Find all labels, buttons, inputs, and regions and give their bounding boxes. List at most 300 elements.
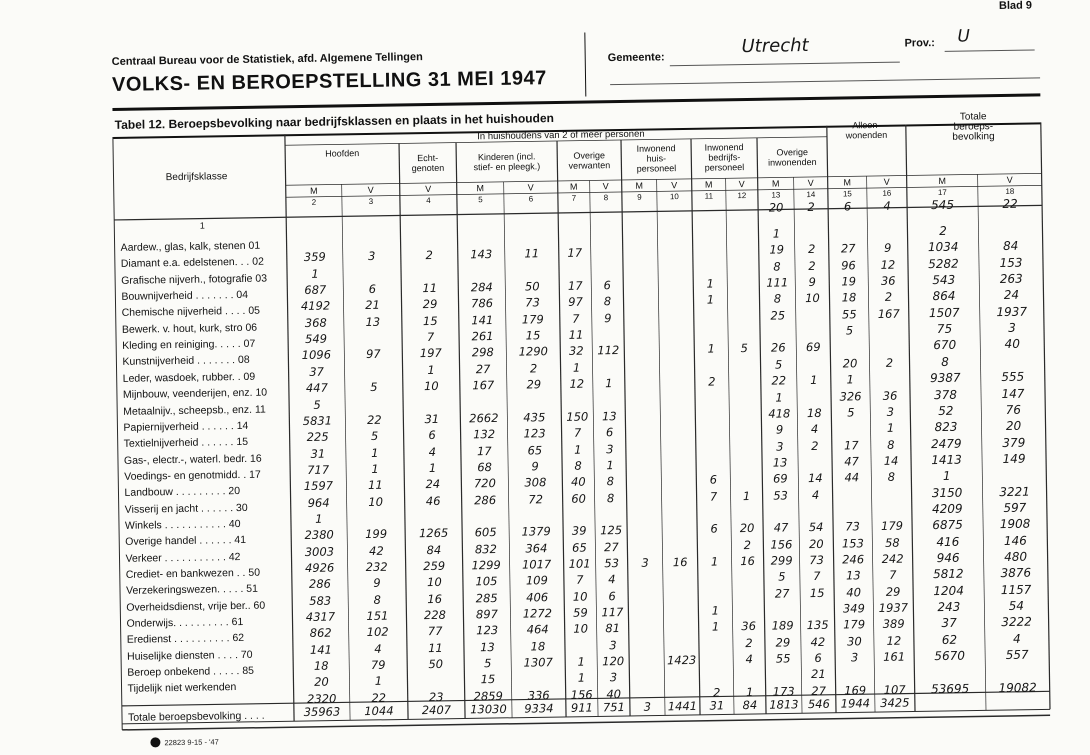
col-number: 15 (842, 189, 852, 199)
data-cell: 197 (419, 346, 442, 361)
data-cell: 464 (526, 622, 549, 637)
data-cell: 53 (773, 487, 789, 503)
data-cell: 1299 (471, 557, 501, 573)
data-cell: 20 (314, 675, 329, 690)
data-cell: 285 (475, 590, 498, 606)
data-cell: 1204 (933, 583, 964, 598)
data-cell: 65 (571, 540, 587, 555)
row-label: Leder, wasdoek, rubber. . 09 (122, 370, 256, 385)
data-cell: 37 (309, 364, 325, 379)
total-cell: 2407 (421, 702, 452, 718)
data-cell: 29 (885, 584, 901, 599)
data-cell: 22 (366, 412, 382, 427)
data-cell: 1908 (999, 516, 1031, 532)
gemeente-value: Utrecht (741, 35, 809, 58)
data-cell: 4317 (305, 609, 336, 625)
row-label: Bewerk. v. hout, kurk, stro 06 (121, 321, 258, 336)
data-cell: 2859 (473, 688, 503, 704)
data-cell: 832 (474, 541, 497, 556)
bureau-line: Centraal Bureau voor de Statistiek, afd. Algemene Tellingen (111, 51, 423, 68)
data-cell: 84 (426, 542, 442, 557)
data-cell: 1 (846, 372, 855, 387)
data-cell: 6 (605, 425, 614, 440)
data-cell: 4 (810, 422, 819, 437)
data-cell: 15 (480, 672, 496, 687)
data-cell: 232 (365, 559, 388, 575)
total-cell: 13030 (470, 701, 507, 717)
data-cell: 2 (529, 361, 538, 376)
data-cell: 717 (307, 462, 330, 477)
row-label: Overige handel . . . . . . 41 (125, 534, 247, 549)
data-cell: 284 (470, 280, 493, 295)
col-group-header: Overige inwonenden (768, 147, 817, 168)
data-cell: 156 (770, 536, 793, 552)
data-cell: 1 (577, 654, 585, 669)
total-cell: 84 (742, 697, 758, 713)
data-cell: 55 (775, 651, 791, 666)
row-label: Verkeer . . . . . . . . . . . 42 (125, 550, 241, 565)
col-group-header: Totale beroeps- bevolking (952, 111, 995, 143)
data-cell: 17 (843, 437, 859, 453)
data-cell: 46 (425, 493, 441, 508)
data-cell: 73 (525, 295, 540, 310)
data-cell: 2662 (469, 410, 499, 426)
data-cell: 8 (373, 592, 381, 607)
data-cell: 26 (770, 340, 786, 356)
data-cell: 5 (370, 429, 379, 444)
data-cell: 308 (524, 475, 547, 490)
data-cell: 3 (850, 650, 859, 665)
printer-logo-icon (150, 737, 160, 747)
data-cell: 8 (887, 437, 895, 452)
data-cell: 8 (941, 354, 949, 369)
data-cell: 3 (606, 441, 614, 456)
census-title: VOLKS- EN BEROEPSTELLING 31 MEI 1947 (111, 67, 547, 96)
data-cell: 1 (572, 360, 581, 375)
data-cell: 16 (672, 554, 688, 570)
data-cell: 1 (706, 276, 715, 291)
data-cell: 29 (526, 377, 542, 392)
data-cell: 52 (938, 403, 954, 418)
data-cell: 3 (886, 404, 895, 419)
data-cell: 4926 (304, 560, 335, 575)
data-cell: 720 (473, 476, 496, 491)
data-cell: 5670 (934, 648, 966, 664)
data-cell: 59 (572, 605, 588, 620)
data-cell: 11 (428, 640, 443, 655)
data-cell: 36 (880, 273, 896, 288)
data-cell: 242 (881, 551, 904, 566)
data-cell: 189 (771, 618, 794, 634)
data-cell: 7 (576, 572, 584, 588)
col-number: 16 (882, 188, 892, 198)
data-cell: 1 (775, 389, 783, 405)
data-cell: 862 (309, 625, 332, 641)
data-cell: 1 (711, 619, 720, 635)
data-cell: 4 (811, 487, 820, 502)
data-cell: 1 (371, 461, 379, 476)
data-cell: 50 (524, 279, 540, 294)
footer (150, 736, 219, 747)
data-cell: 10 (426, 575, 442, 590)
data-cell: 9 (883, 241, 892, 256)
data-cell: 543 (932, 272, 956, 288)
col-number: 2 (311, 197, 317, 207)
data-cell: 55 (841, 307, 857, 322)
data-cell: 123 (523, 426, 546, 441)
data-cell: 11 (422, 280, 438, 296)
data-cell: 946 (936, 550, 960, 566)
data-cell: 10 (368, 494, 384, 509)
data-cell: 40 (570, 474, 586, 490)
data-cell: 1 (574, 442, 582, 457)
data-cell: 6 (814, 650, 822, 666)
data-cell: 2 (708, 374, 716, 389)
data-cell: 101 (568, 556, 591, 571)
prov-value: U (957, 26, 971, 47)
data-cell: 146 (1003, 533, 1027, 548)
data-cell: 2 (807, 199, 815, 215)
data-cell: 13 (772, 455, 788, 470)
data-cell: 19082 (998, 680, 1037, 695)
col-number: 11 (704, 191, 714, 201)
data-cell: 8 (773, 259, 781, 274)
data-cell: 24 (425, 477, 441, 492)
data-cell: 364 (525, 540, 548, 556)
data-cell: 9 (373, 576, 381, 591)
row-label: Chemische nijverheid . . . . 05 (121, 305, 261, 320)
data-cell: 5 (774, 357, 783, 372)
data-cell: 112 (597, 343, 620, 358)
data-cell: 1 (315, 511, 323, 526)
data-cell: 1423 (666, 652, 697, 668)
data-cell: 7 (709, 489, 718, 504)
data-cell: 30 (846, 634, 862, 649)
data-cell: 173 (772, 684, 795, 699)
data-cell: 25 (770, 308, 786, 323)
data-cell: 16 (427, 591, 443, 606)
data-cell: 964 (307, 495, 330, 510)
data-cell: 3221 (999, 484, 1030, 499)
data-cell: 6 (368, 281, 377, 297)
data-cell: 16 (740, 553, 756, 569)
data-cell: 6 (709, 472, 718, 487)
data-cell: 12 (880, 257, 896, 272)
data-cell: 2479 (930, 436, 962, 451)
data-cell: 2 (425, 248, 434, 263)
data-cell: 21 (365, 298, 380, 313)
data-cell: 1157 (1000, 582, 1032, 597)
sex-header: V (527, 182, 534, 193)
sex-header: V (602, 181, 609, 192)
data-cell: 18 (530, 638, 546, 654)
data-cell: 179 (881, 518, 904, 534)
data-cell: 107 (883, 682, 906, 697)
row-label: Voedings- en genotmidd. . 17 (124, 468, 261, 483)
total-cell: 31 (709, 698, 725, 713)
data-cell: 4 (608, 572, 616, 587)
row-label: Aardew., glas, kalk, stenen 01 (120, 239, 261, 254)
data-cell: 1 (371, 445, 379, 460)
row-label: Eredienst . . . . . . . . . . 62 (126, 632, 245, 647)
data-cell: 786 (470, 296, 494, 311)
data-cell: 1379 (521, 524, 551, 539)
row-header-num: 1 (199, 220, 205, 231)
data-cell: 5 (847, 405, 855, 420)
data-cell: 23 (428, 689, 444, 704)
row-label: Overheidsdienst, vrije ber.. 60 (126, 599, 266, 614)
data-cell: 1272 (522, 606, 553, 621)
data-cell: 555 (1001, 369, 1025, 385)
data-cell: 20 (768, 200, 784, 215)
data-cell: 75 (936, 321, 953, 337)
row-label: Huiselijke diensten . . . . 70 (126, 648, 253, 663)
data-cell: 15 (525, 328, 541, 343)
data-cell: 105 (475, 574, 498, 589)
data-cell: 13 (365, 314, 381, 329)
data-cell: 298 (471, 345, 494, 360)
data-cell: 11 (568, 327, 584, 342)
data-cell: 549 (304, 331, 328, 347)
data-cell: 77 (427, 624, 443, 639)
data-cell: 4 (745, 652, 753, 667)
sex-header: V (1006, 174, 1013, 185)
data-cell: 1 (742, 488, 751, 503)
row-label: Winkels . . . . . . . . . . . 40 (124, 517, 241, 532)
column-line (691, 139, 700, 715)
row-label: Visserij en jacht . . . . . . 30 (124, 501, 248, 516)
data-cell: 199 (365, 527, 388, 542)
data-cell: 2 (939, 223, 947, 238)
data-cell: 687 (304, 282, 327, 298)
data-cell: 378 (933, 387, 958, 402)
blad-label: Blad 9 (998, 0, 1033, 13)
data-cell: 7 (573, 425, 582, 440)
data-cell: 3222 (1001, 614, 1033, 630)
data-cell: 5831 (302, 413, 333, 428)
data-cell: 389 (882, 616, 905, 632)
col-number: 9 (637, 192, 642, 202)
data-cell: 1 (374, 674, 383, 689)
col-number: 17 (937, 187, 947, 198)
data-cell: 4 (1012, 631, 1021, 646)
data-cell: 7 (813, 569, 821, 584)
data-cell: 47 (773, 520, 789, 535)
data-cell: 225 (306, 429, 329, 445)
data-cell: 123 (476, 623, 499, 638)
data-cell: 9 (531, 459, 539, 474)
data-cell: 1290 (518, 344, 549, 360)
data-cell: 68 (477, 459, 493, 475)
left-border (113, 137, 122, 730)
data-cell: 17 (567, 278, 583, 293)
data-cell: 2320 (306, 691, 337, 706)
data-cell: 69 (772, 471, 788, 486)
table-title: Tabel 12. Beroepsbevolking naar bedrijfsklassen en plaats in het huishouden (114, 111, 554, 132)
data-cell: 10 (805, 291, 820, 306)
data-cell: 73 (809, 552, 825, 568)
data-cell: 161 (883, 649, 906, 665)
gemeente-label: Gemeente: (607, 51, 665, 65)
total-cell: 911 (570, 700, 593, 715)
data-cell: 3 (1008, 320, 1016, 336)
row-label: Tijdelijk niet werkenden (127, 681, 237, 696)
data-cell: 120 (602, 654, 625, 669)
sex-header: V (883, 176, 890, 187)
data-cell: 11 (524, 246, 540, 261)
data-cell: 2 (885, 355, 894, 370)
data-cell: 1 (311, 266, 319, 281)
sex-header: M (476, 183, 485, 194)
col-number: 8 (603, 193, 609, 203)
data-cell: 3 (641, 555, 649, 570)
data-cell: 864 (932, 289, 956, 304)
data-cell: 2 (712, 685, 721, 700)
data-cell: 1597 (303, 478, 334, 494)
data-cell: 418 (768, 406, 791, 421)
row-label: Bouwnijverheid . . . . . . . 04 (121, 288, 249, 303)
data-cell: 22 (771, 373, 787, 388)
data-cell: 480 (1004, 549, 1028, 565)
data-cell: 179 (843, 617, 866, 632)
data-cell: 4209 (931, 501, 963, 517)
data-cell: 32 (568, 344, 584, 359)
data-cell: 6 (603, 278, 612, 293)
data-cell: 72 (528, 491, 544, 507)
data-cell: 8 (606, 490, 615, 505)
data-cell: 8 (887, 469, 896, 485)
data-cell: 1507 (928, 305, 960, 320)
data-cell: 14 (883, 453, 899, 468)
row-label: Crediet- en bankwezen . . 50 (125, 566, 261, 581)
data-cell: 44 (844, 470, 860, 485)
sex-header: V (671, 180, 678, 191)
data-cell: 583 (309, 593, 332, 608)
data-cell: 2 (808, 258, 816, 273)
data-cell: 299 (770, 553, 793, 568)
data-cell: 24 (1003, 288, 1020, 303)
data-cell: 9 (808, 274, 817, 290)
row-label: Beroep onbekend . . . . . 85 (127, 664, 255, 679)
data-cell: 5 (313, 397, 321, 412)
data-cell: 97 (365, 347, 381, 362)
data-cell: 6 (710, 521, 718, 536)
data-cell: 53 (604, 556, 620, 571)
data-cell: 132 (473, 427, 496, 442)
data-cell: 286 (474, 492, 497, 507)
total-cell: 1441 (667, 698, 698, 714)
data-cell: 1 (427, 362, 435, 377)
row-label: Onderwijs. . . . . . . . . . 61 (126, 616, 244, 630)
data-cell: 261 (471, 329, 494, 344)
data-cell: 47 (844, 454, 860, 469)
data-cell: 40 (606, 686, 622, 702)
sex-header: M (635, 180, 644, 191)
data-cell: 13 (480, 639, 495, 655)
data-cell: 97 (568, 294, 583, 310)
col-number: 10 (669, 192, 679, 202)
data-cell: 117 (601, 605, 624, 620)
data-cell: 8 (603, 294, 612, 309)
data-cell: 27 (840, 241, 856, 256)
col-number: 14 (806, 189, 816, 200)
col-group-header: Overige verwanten (568, 150, 611, 171)
data-cell: 11 (367, 478, 383, 493)
data-cell: 1265 (418, 526, 449, 541)
data-cell: 58 (884, 535, 900, 550)
data-cell: 1 (886, 420, 895, 436)
data-cell: 153 (841, 535, 864, 551)
data-cell: 13 (845, 568, 861, 583)
data-cell: 22 (371, 690, 387, 705)
data-cell: 4 (883, 198, 891, 213)
data-cell: 545 (931, 197, 955, 213)
row-label: Mijnbouw, veenderijen, enz. 10 (122, 386, 268, 401)
sex-header: M (843, 177, 852, 188)
data-cell: 1 (810, 373, 818, 388)
total-cell: 3 (643, 699, 652, 714)
row-label: Verzekeringswezen. . . . . 51 (125, 583, 259, 598)
data-cell: 65 (527, 442, 543, 458)
data-cell: 2380 (304, 527, 334, 543)
data-cell: 3150 (931, 485, 963, 500)
data-cell: 6 (608, 588, 616, 603)
data-cell: 349 (842, 601, 865, 616)
data-cell: 228 (423, 607, 447, 623)
column-line (657, 179, 665, 715)
data-cell: 10 (423, 379, 439, 394)
data-cell: 19 (841, 274, 857, 289)
data-cell: 1 (605, 376, 613, 391)
row-label: Kleding en reiniging. . . . . 07 (122, 337, 256, 352)
data-cell: 5 (778, 569, 786, 584)
row-label: Grafische nijverh., fotografie 03 (121, 272, 268, 287)
total-label: Totale beroepsbevolking . . . . (127, 709, 265, 724)
col-number: 13 (771, 190, 781, 200)
data-cell: 605 (474, 525, 497, 540)
col-group-header: Inwonend bedrijfs- personeel (704, 142, 745, 173)
data-cell: 670 (933, 338, 957, 353)
data-cell: 8 (606, 474, 615, 489)
data-cell: 6 (843, 199, 852, 214)
data-cell: 447 (305, 380, 328, 396)
data-cell: 20 (739, 521, 755, 536)
sex-header: V (738, 179, 745, 190)
data-cell: 2 (807, 242, 816, 257)
data-cell: 12 (886, 633, 902, 648)
data-cell: 259 (423, 558, 446, 574)
data-cell: 3 (609, 670, 618, 685)
data-cell: 1 (710, 554, 719, 569)
data-cell: 5282 (928, 256, 959, 271)
data-cell: 141 (471, 312, 494, 328)
data-cell: 2 (745, 635, 753, 650)
row-label: Metaalnijv., scheepsb., enz. 11 (123, 403, 266, 418)
data-cell: 359 (303, 249, 326, 265)
data-cell: 3 (609, 637, 617, 652)
data-cell: 4 (428, 444, 437, 459)
data-cell: 141 (309, 642, 333, 657)
data-cell: 10 (572, 589, 588, 604)
col-number: 12 (737, 191, 747, 201)
data-cell: 42 (810, 634, 826, 649)
data-cell: 54 (1008, 598, 1025, 613)
data-cell: 557 (1005, 647, 1029, 663)
data-cell: 156 (570, 687, 593, 702)
data-cell: 36 (741, 619, 757, 634)
data-cell: 7 (889, 568, 897, 583)
col-number: 4 (426, 195, 431, 206)
